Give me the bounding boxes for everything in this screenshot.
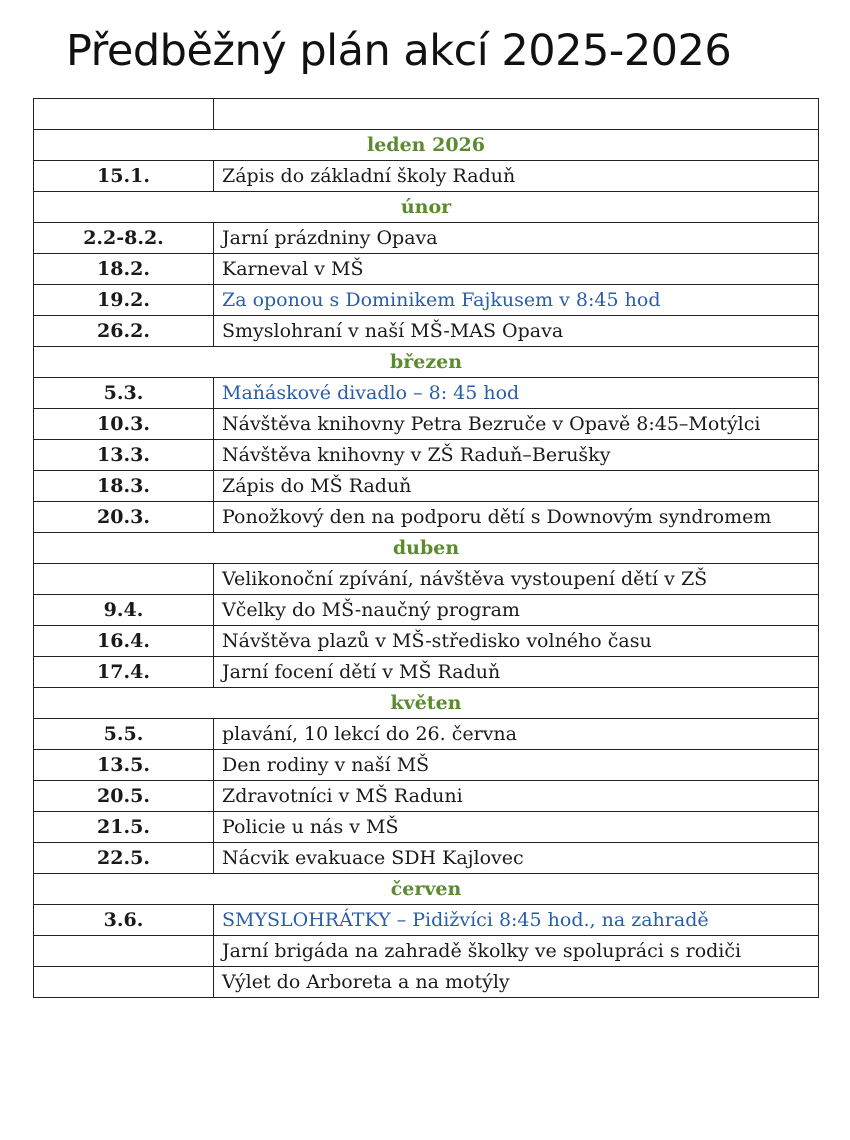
event-name: Zdravotníci v MŠ Raduni bbox=[214, 781, 819, 812]
table-row bbox=[34, 657, 819, 688]
event-name: Jarní focení dětí v MŠ Raduň bbox=[214, 657, 819, 688]
event-date: 13.3. bbox=[34, 440, 214, 471]
empty-date-cell bbox=[34, 99, 214, 130]
month-heading: červen bbox=[34, 874, 819, 905]
event-date: 2.2-8.2. bbox=[34, 223, 214, 254]
event-name: Karneval v MŠ bbox=[214, 254, 819, 285]
event-name: Výlet do Arboreta a na motýly bbox=[214, 967, 819, 998]
event-name: Smyslohraní v naší MŠ-MAS Opava bbox=[214, 316, 819, 347]
month-heading: únor bbox=[34, 192, 819, 223]
table-row bbox=[34, 161, 819, 192]
month-heading: duben bbox=[34, 533, 819, 564]
event-date: 26.2. bbox=[34, 316, 214, 347]
table-row bbox=[34, 967, 819, 998]
event-name: plavání, 10 lekcí do 26. června bbox=[214, 719, 819, 750]
month-heading: květen bbox=[34, 688, 819, 719]
table-row bbox=[34, 316, 819, 347]
event-name: Ponožkový den na podporu dětí s Downovým syndromem bbox=[214, 502, 819, 533]
event-name: SMYSLOHRÁTKY – Pidižvíci 8:45 hod., na zahradě bbox=[214, 905, 819, 936]
table-row bbox=[34, 285, 819, 316]
event-name: Návštěva plazů v MŠ-středisko volného času bbox=[214, 626, 819, 657]
event-date: 5.3. bbox=[34, 378, 214, 409]
event-name: Jarní prázdniny Opava bbox=[214, 223, 819, 254]
table-row bbox=[34, 595, 819, 626]
event-name: Návštěva knihovny v ZŠ Raduň–Berušky bbox=[214, 440, 819, 471]
event-date: 13.5. bbox=[34, 750, 214, 781]
table-row bbox=[34, 223, 819, 254]
event-date: 15.1. bbox=[34, 161, 214, 192]
table-row-empty bbox=[34, 99, 819, 130]
event-date: 20.5. bbox=[34, 781, 214, 812]
month-heading-row bbox=[34, 874, 819, 905]
event-name: Zápis do MŠ Raduň bbox=[214, 471, 819, 502]
table-row bbox=[34, 843, 819, 874]
event-date: 21.5. bbox=[34, 812, 214, 843]
event-date: 10.3. bbox=[34, 409, 214, 440]
table-row bbox=[34, 502, 819, 533]
event-date: 9.4. bbox=[34, 595, 214, 626]
event-date: 16.4. bbox=[34, 626, 214, 657]
table-row bbox=[34, 254, 819, 285]
event-date: 5.5. bbox=[34, 719, 214, 750]
table-row bbox=[34, 409, 819, 440]
page-title: Předběžný plán akcí 2025-2026 bbox=[66, 26, 732, 76]
month-heading: leden 2026 bbox=[34, 130, 819, 161]
month-heading-row bbox=[34, 130, 819, 161]
event-name: Policie u nás v MŠ bbox=[214, 812, 819, 843]
events-table bbox=[33, 98, 819, 998]
empty-event-cell bbox=[214, 99, 819, 130]
table-row bbox=[34, 750, 819, 781]
table-row bbox=[34, 812, 819, 843]
table-row bbox=[34, 781, 819, 812]
event-name: Velikonoční zpívání, návštěva vystoupení dětí v ZŠ bbox=[214, 564, 819, 595]
table-row bbox=[34, 936, 819, 967]
event-date: 20.3. bbox=[34, 502, 214, 533]
event-name: Za oponou s Dominikem Fajkusem v 8:45 hod bbox=[214, 285, 819, 316]
event-name: Zápis do základní školy Raduň bbox=[214, 161, 819, 192]
table-row bbox=[34, 719, 819, 750]
event-name: Návštěva knihovny Petra Bezruče v Opavě 8:45–Motýlci bbox=[214, 409, 819, 440]
month-heading-row bbox=[34, 533, 819, 564]
month-heading: březen bbox=[34, 347, 819, 378]
event-date: 18.2. bbox=[34, 254, 214, 285]
month-heading-row bbox=[34, 347, 819, 378]
event-date bbox=[34, 564, 214, 595]
event-name: Jarní brigáda na zahradě školky ve spolupráci s rodiči bbox=[214, 936, 819, 967]
event-date: 17.4. bbox=[34, 657, 214, 688]
table-row bbox=[34, 378, 819, 409]
table-row bbox=[34, 471, 819, 502]
month-heading-row bbox=[34, 688, 819, 719]
month-heading-row bbox=[34, 192, 819, 223]
event-date: 3.6. bbox=[34, 905, 214, 936]
table-row bbox=[34, 626, 819, 657]
event-date: 22.5. bbox=[34, 843, 214, 874]
table-row bbox=[34, 564, 819, 595]
table-row bbox=[34, 905, 819, 936]
event-date bbox=[34, 936, 214, 967]
event-name: Včelky do MŠ-naučný program bbox=[214, 595, 819, 626]
event-name: Den rodiny v naší MŠ bbox=[214, 750, 819, 781]
event-name: Nácvik evakuace SDH Kajlovec bbox=[214, 843, 819, 874]
table-row bbox=[34, 440, 819, 471]
event-date: 19.2. bbox=[34, 285, 214, 316]
event-date bbox=[34, 967, 214, 998]
event-name: Maňáskové divadlo – 8: 45 hod bbox=[214, 378, 819, 409]
event-date: 18.3. bbox=[34, 471, 214, 502]
